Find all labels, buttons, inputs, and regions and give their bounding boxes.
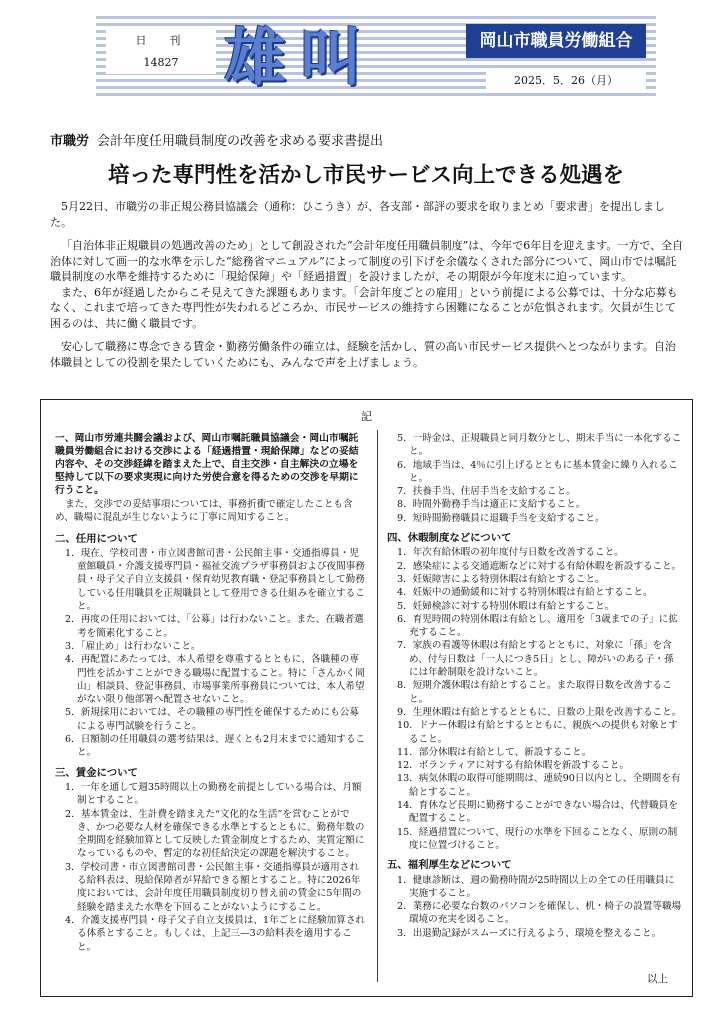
demand-item: 9．生理休暇は有給とするとともに、日数の上限を改善すること。	[397, 706, 682, 718]
demand-list	[55, 781, 367, 954]
demand-item: 2．業務に必要な台数のパソコンを確保し、机・椅子の設置等職場環境の充実を図ること。	[397, 901, 682, 926]
demand-item: 4．妊娠中の通勤緩和に対する特別休暇は有給とすること。	[397, 587, 653, 599]
ki-heading: 記	[361, 410, 372, 423]
demand-item: 14．育休など長期に勤務することができない場合は、代替職員を配置すること。	[397, 800, 678, 825]
newsletter-logo: 雄叫	[224, 21, 377, 94]
demand-item: 10．ドナー休暇は有給とするとともに、親族への提供も対象とすること。	[397, 720, 678, 745]
issue-date: 2025．5．26（月）	[486, 72, 646, 90]
daily-label: 日 刊	[106, 30, 216, 52]
demand-section	[387, 532, 682, 852]
section-title: 三、賃金について	[55, 766, 138, 779]
demand-item: 4．介護支援専門員・母子父子自立支援員は、1年ごとに経験加算される体系とすること。もしくは、上記三—3の給料表を適用すること。	[65, 914, 366, 953]
paragraph: 5月22日、市職労の非正規公務員協議会（通称：ひこうき）が、各支部・部評の要求を取りまとめ「要求書」を提出しました。	[50, 200, 665, 229]
demand-item: 1．一年を通して週35時間以上の勤務を前提としている場合は、月額制とすること。	[65, 781, 362, 807]
demand-list	[387, 874, 682, 940]
demand-item: 6．育児時間の特別休暇は有給とし、適用を「3歳までの子」に拡充すること。	[397, 613, 678, 639]
demand-item: 1．年次有給休暇の初年度付与日数を改善すること。	[397, 547, 624, 559]
kicker	[50, 130, 670, 149]
demand-item: 2．感染症による交通遮断などに対する有給休暇を新設すること。	[397, 560, 682, 572]
paragraph: また、6年が経過したからこそ見えてきた課題もあります。「会計年度ごとの雇用」という前提による公募では、十分な応募もなく、これまで培ってきた専門性が失われるどころか、市民サービスの維持すら困難になることが危惧されます。欠員が生じて困るのは、共に働く職員です。	[50, 285, 678, 330]
demand-item: 2．再度の任用においては、「公募」は行わないこと。また、在職者選考を簡素化すること。	[65, 614, 364, 639]
kicker-org: 市職労	[50, 134, 90, 149]
union-name: 岡山市職員労働組合	[466, 24, 646, 58]
demand-item: 12．ボランティアに対する有給休暇を新設すること。	[397, 760, 630, 772]
demand-intro-note: また、交渉での妥結事項については、事務折衝で確定したことも含め、職場に混乱が生じないように丁寧に周知すること。	[55, 499, 353, 524]
demand-item: 8．短期介護休暇は有給とすること。また取得日数を改善すること。	[397, 680, 672, 705]
article-body	[50, 199, 686, 370]
demand-item: 6．日額制の任用職員の選考結果は、遅くとも2月末までに通知すること。	[65, 734, 366, 759]
demand-item: 7．家族の看護等休暇は有給とするとともに、対象に「孫」を含め、付与日数は「一人につき5日」とし、障がいのある子・孫には年齢制限を設けないこと。	[397, 640, 674, 679]
demand-item: 11．部分休暇は有給として、新設すること。	[397, 746, 592, 758]
demand-item: 7．扶養手当、住居手当を支給すること。	[397, 486, 576, 498]
demand-item: 6．地域手当は、4％に引上げるとともに基本賃金に繰り入れること。	[397, 459, 678, 484]
demands-right-column	[387, 432, 682, 947]
issue-number: 14827	[106, 52, 216, 74]
demand-section	[387, 859, 682, 940]
section-title: 五、福利厚生などについて	[387, 859, 512, 872]
demand-item: 3．妊娠障害による特別休暇は有給とすること。	[397, 573, 605, 585]
demand-list	[55, 547, 367, 760]
demand-item: 1．健康診断は、週の勤務時間が25時間以上の全ての任用職員に実施すること。	[397, 874, 675, 899]
section-title: 二、任用について	[55, 532, 138, 545]
demand-intro: 一、岡山市労連共闘会議および、岡山市嘱託職員協議会・岡山市嘱託職員労働組合における交渉による「経過措置・現給保障」などの妥結内容や、その交渉経緯を踏まえた上で、自主交渉・自主解決の立場を堅持して以下の要求実現に向けた労使合意を得るための交渉を早期に行うこと。	[55, 433, 359, 496]
end-mark: 以上	[647, 973, 668, 985]
demand-item: 2．基本賃金は、生計費を踏まえた“文化的な生活”を営むことができ、かつ必要な人材を確保できる水準とするとともに、勤務年数の全期間を経験加算として反映した賃金制度とするため、実質定額になっているものや、暫定的な初任給決定の課題を解決すること。	[65, 808, 365, 860]
paragraph: 安心して職務に専念できる賃金・勤務労働条件の確立は、経験を活かし、質の高い市民サービス提供へとつながります。自治体職員としての役割を果たしていくためにも、みんなで声を上げましょう。	[50, 340, 676, 369]
demand-item: 3．「雇止め」は行わないこと。	[65, 640, 201, 652]
demand-item: 15．経過措置について、現行の水準を下回ることなく、原則の制度に位置づけること。	[397, 826, 678, 851]
section-title: 四、休暇制度などについて	[387, 532, 512, 545]
column-divider	[377, 430, 378, 982]
demand-section	[55, 533, 367, 760]
demand-item: 3．学校司書・市立図書館司書・公民館主事・交通指導員が適用される給料表は、現給保障者が昇給できる額とすること。特に2026年度においては、会計年度任用職員制度切り替え前の賃金に5年間の経験を踏まえた水準を下回ることがないようにすること。	[65, 861, 362, 913]
demand-item: 9．短時間勤務職員に退職手当を支給すること。	[397, 512, 605, 524]
kicker-text: 会計年度任用職員制度の改善を求める要求書提出	[97, 134, 384, 149]
masthead	[96, 16, 656, 100]
headline: 培った専門性を活かし市民サービス向上できる処遇を	[108, 163, 625, 188]
demand-item: 5．一時金は、正規職員と同月数分とし、期末手当に一本化すること。	[397, 433, 682, 458]
demand-item: 13．病気休暇の取得可能期間は、連続90日以内とし、全期間を有給とすること。	[397, 773, 681, 798]
paragraph: 「自治体非正規職員の処遇改善のため」として創設された“会計年度任用職員制度”は、今年で6年目を迎えます。一方で、全自治体に対して画一的な水準を示した“総務省マニュアル”によって制度の引下げを余儀なくされた部分について、岡山市では嘱託職員制度の水準を維持するために「現給保障」や「経過措置」を設けましたが、その期限が今年度末に迫っています。	[50, 239, 684, 283]
demand-item: 8．時間外勤務手当は適正に支給すること。	[397, 499, 586, 511]
demand-item: 5．新規採用においては、その職種の専門性を確保するためにも公募による専門試験を行うこと。	[65, 707, 359, 732]
demand-item: 3．出退勤記録がスムーズに行えるよう、環境を整えること。	[397, 927, 662, 939]
demand-list	[387, 432, 682, 525]
demand-item: 1．現在、学校司書・市立図書館司書・公民館主事・交通指導員・児童館職員・介護支援専門員・福祉交流プラザ事務員および夜間事務員・母子父子自立支援員・保育幼児教育職・登記事務員として勤務している任用職員を正規職員として登用できる仕組みを確立すること。	[65, 547, 365, 613]
demands-left-column	[55, 432, 367, 961]
demand-section	[55, 767, 367, 954]
demand-item: 5．妊婦検診に対する特別休暇は有給とすること。	[397, 600, 615, 612]
demand-section	[387, 432, 682, 525]
demand-item: 4．再配置にあたっては、本人希望を尊重するとともに、各職種の専門性を活かすことができる職場に配置すること。特に「さんかく岡山」相談員、登記事務員、市場事業所事務員については、本人希望がない限り他部署へ配置させないこと。	[65, 654, 365, 706]
demands-box	[40, 399, 693, 997]
demand-list	[387, 546, 682, 852]
